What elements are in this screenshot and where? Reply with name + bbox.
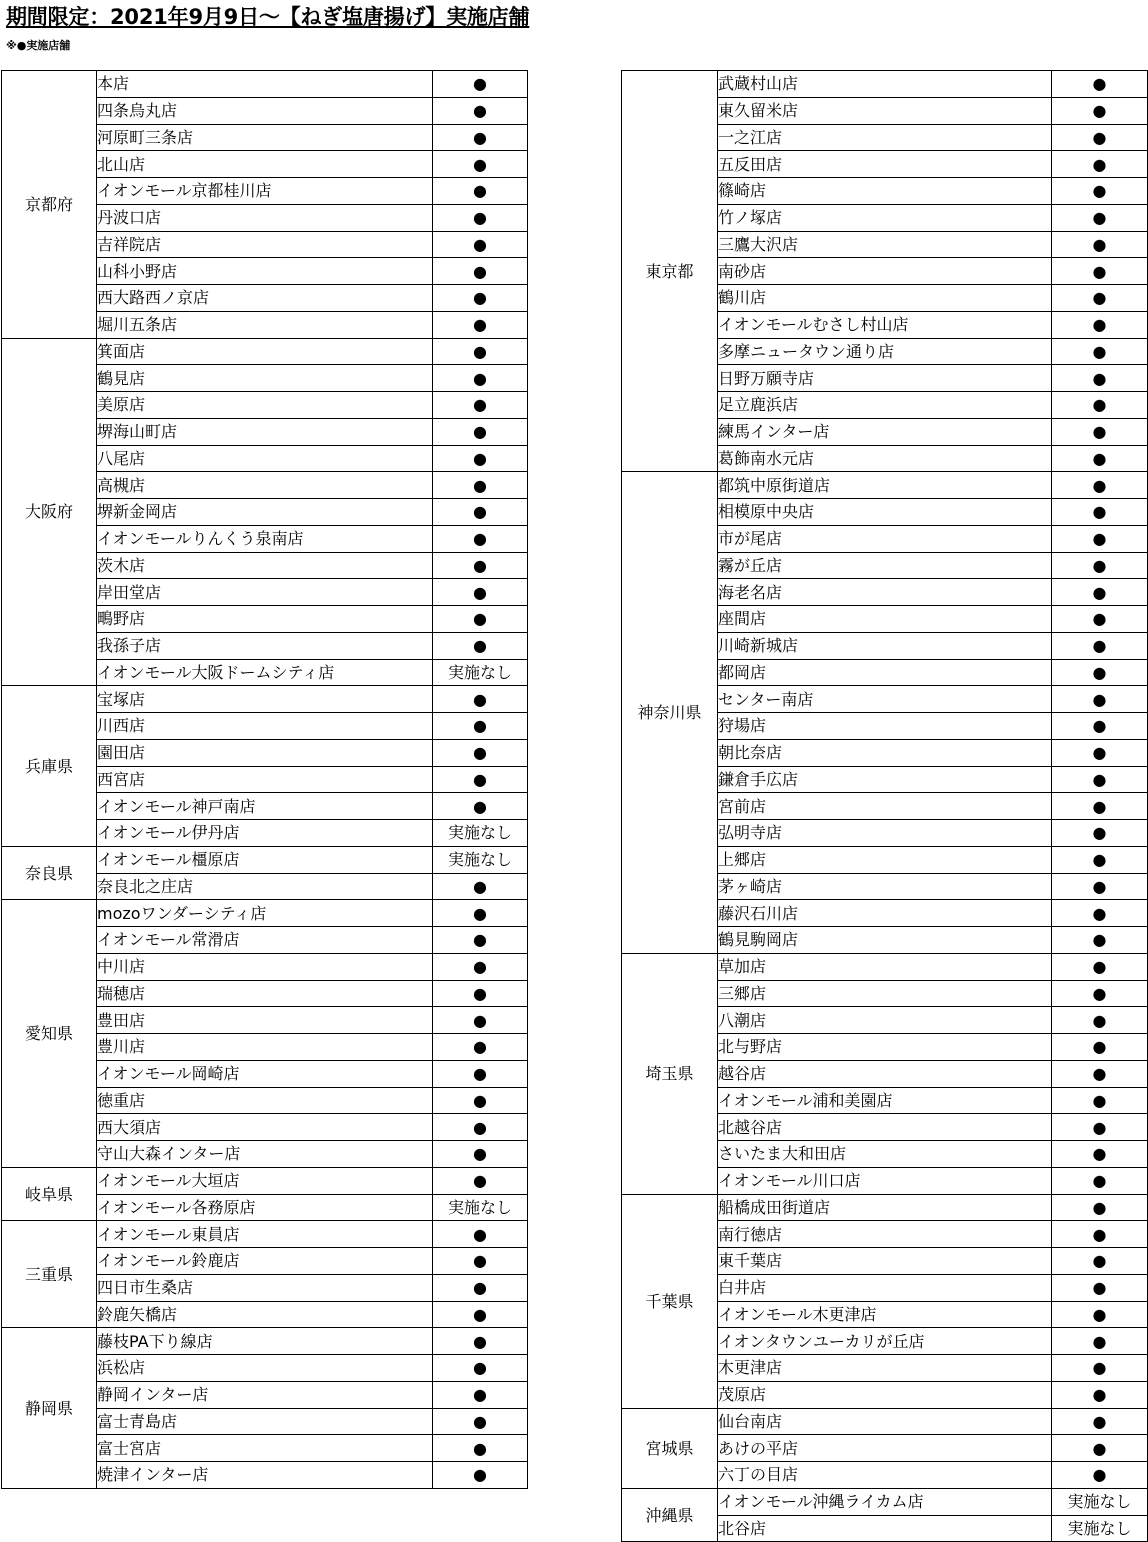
store-name-cell: 我孫子店 bbox=[97, 632, 433, 659]
status-cell: ● bbox=[1052, 1007, 1148, 1034]
store-name-cell: 練馬インター店 bbox=[718, 418, 1052, 445]
status-cell: ● bbox=[1052, 953, 1148, 980]
status-cell: ● bbox=[433, 231, 528, 258]
store-name-cell: 草加店 bbox=[718, 953, 1052, 980]
status-cell: ● bbox=[1052, 686, 1148, 713]
status-cell: ● bbox=[1052, 71, 1148, 98]
store-name-cell: 鶴川店 bbox=[718, 285, 1052, 312]
status-cell: ● bbox=[1052, 980, 1148, 1007]
store-name-cell: イオンモール浦和美園店 bbox=[718, 1087, 1052, 1114]
store-name-cell: 富士宮店 bbox=[97, 1435, 433, 1462]
status-cell: ● bbox=[433, 204, 528, 231]
store-name-cell: イオンモール大阪ドームシティ店 bbox=[97, 659, 433, 686]
status-cell: 実施なし bbox=[433, 659, 528, 686]
store-name-cell: 宝塚店 bbox=[97, 686, 433, 713]
status-cell: ● bbox=[1052, 1194, 1148, 1221]
status-cell: ● bbox=[433, 418, 528, 445]
status-cell: ● bbox=[433, 1114, 528, 1141]
store-name-cell: 守山大森インター店 bbox=[97, 1141, 433, 1168]
status-cell: ● bbox=[433, 1221, 528, 1248]
store-name-cell: 船橋成田街道店 bbox=[718, 1194, 1052, 1221]
status-cell: ● bbox=[1052, 418, 1148, 445]
status-cell: ● bbox=[433, 445, 528, 472]
status-cell: ● bbox=[1052, 1141, 1148, 1168]
status-cell: ● bbox=[1052, 1034, 1148, 1061]
prefecture-cell: 静岡県 bbox=[2, 1328, 97, 1489]
store-name-cell: 豊川店 bbox=[97, 1034, 433, 1061]
status-cell: ● bbox=[1052, 927, 1148, 954]
status-cell: ● bbox=[1052, 499, 1148, 526]
status-cell: ● bbox=[433, 97, 528, 124]
store-name-cell: イオンモール東員店 bbox=[97, 1221, 433, 1248]
status-cell: ● bbox=[1052, 1248, 1148, 1275]
store-name-cell: 三郷店 bbox=[718, 980, 1052, 1007]
store-name-cell: 仙台南店 bbox=[718, 1408, 1052, 1435]
store-name-cell: 武蔵村山店 bbox=[718, 71, 1052, 98]
store-row bbox=[622, 472, 1148, 499]
store-name-cell: 座間店 bbox=[718, 606, 1052, 633]
store-name-cell: 北与野店 bbox=[718, 1034, 1052, 1061]
store-name-cell: 河原町三条店 bbox=[97, 124, 433, 151]
store-row bbox=[2, 846, 528, 873]
store-name-cell: 浜松店 bbox=[97, 1355, 433, 1382]
store-name-cell: 葛飾南水元店 bbox=[718, 445, 1052, 472]
store-name-cell: イオンモールむさし村山店 bbox=[718, 311, 1052, 338]
store-row bbox=[622, 1408, 1148, 1435]
status-cell: 実施なし bbox=[433, 1194, 528, 1221]
store-name-cell: 東千葉店 bbox=[718, 1248, 1052, 1275]
status-cell: ● bbox=[433, 71, 528, 98]
status-cell: ● bbox=[1052, 124, 1148, 151]
status-cell: ● bbox=[433, 1355, 528, 1382]
store-name-cell: 東久留米店 bbox=[718, 97, 1052, 124]
status-cell: ● bbox=[1052, 472, 1148, 499]
status-cell: ● bbox=[1052, 1355, 1148, 1382]
store-name-cell: 五反田店 bbox=[718, 151, 1052, 178]
store-name-cell: 北谷店 bbox=[718, 1515, 1052, 1542]
store-name-cell: さいたま大和田店 bbox=[718, 1141, 1052, 1168]
store-name-cell: イオンモール川口店 bbox=[718, 1167, 1052, 1194]
status-cell: ● bbox=[433, 1301, 528, 1328]
status-cell: 実施なし bbox=[1052, 1515, 1148, 1542]
status-cell: ● bbox=[1052, 846, 1148, 873]
store-name-cell: 静岡インター店 bbox=[97, 1381, 433, 1408]
prefecture-cell: 京都府 bbox=[2, 71, 97, 339]
status-cell: ● bbox=[433, 606, 528, 633]
status-cell: ● bbox=[1052, 606, 1148, 633]
store-name-cell: 岸田堂店 bbox=[97, 579, 433, 606]
status-cell: ● bbox=[433, 365, 528, 392]
status-cell: ● bbox=[433, 151, 528, 178]
store-name-cell: 多摩ニュータウン通り店 bbox=[718, 338, 1052, 365]
status-cell: ● bbox=[1052, 445, 1148, 472]
status-cell: ● bbox=[433, 793, 528, 820]
status-cell: ● bbox=[1052, 1167, 1148, 1194]
status-cell: ● bbox=[433, 311, 528, 338]
status-cell: ● bbox=[433, 472, 528, 499]
store-name-cell: 霧が丘店 bbox=[718, 552, 1052, 579]
store-row bbox=[2, 900, 528, 927]
status-cell: ● bbox=[433, 579, 528, 606]
store-row bbox=[622, 71, 1148, 98]
store-name-cell: イオンモール鈴鹿店 bbox=[97, 1248, 433, 1275]
store-name-cell: あけの平店 bbox=[718, 1435, 1052, 1462]
status-cell: ● bbox=[1052, 365, 1148, 392]
status-cell: ● bbox=[1052, 204, 1148, 231]
store-name-cell: 八潮店 bbox=[718, 1007, 1052, 1034]
prefecture-cell: 愛知県 bbox=[2, 900, 97, 1168]
prefecture-cell: 千葉県 bbox=[622, 1194, 718, 1408]
status-cell: ● bbox=[433, 178, 528, 205]
status-cell: ● bbox=[433, 1435, 528, 1462]
status-cell: ● bbox=[1052, 178, 1148, 205]
status-cell: ● bbox=[1052, 1408, 1148, 1435]
store-name-cell: 市が尾店 bbox=[718, 525, 1052, 552]
store-name-cell: 藤沢石川店 bbox=[718, 900, 1052, 927]
store-name-cell: 堺海山町店 bbox=[97, 418, 433, 445]
store-name-cell: 山科小野店 bbox=[97, 258, 433, 285]
store-name-cell: 西宮店 bbox=[97, 766, 433, 793]
store-name-cell: イオンモール京都桂川店 bbox=[97, 178, 433, 205]
status-cell: ● bbox=[1052, 1274, 1148, 1301]
store-name-cell: 堀川五条店 bbox=[97, 311, 433, 338]
store-name-cell: 三鷹大沢店 bbox=[718, 231, 1052, 258]
store-name-cell: 宮前店 bbox=[718, 793, 1052, 820]
status-cell: ● bbox=[1052, 713, 1148, 740]
store-name-cell: 白井店 bbox=[718, 1274, 1052, 1301]
store-name-cell: 高槻店 bbox=[97, 472, 433, 499]
status-cell: ● bbox=[1052, 311, 1148, 338]
store-name-cell: 都岡店 bbox=[718, 659, 1052, 686]
store-name-cell: 吉祥院店 bbox=[97, 231, 433, 258]
status-cell: ● bbox=[433, 927, 528, 954]
status-cell: ● bbox=[433, 1087, 528, 1114]
store-name-cell: 丹波口店 bbox=[97, 204, 433, 231]
store-name-cell: 海老名店 bbox=[718, 579, 1052, 606]
store-row bbox=[622, 1488, 1148, 1515]
store-name-cell: 上郷店 bbox=[718, 846, 1052, 873]
store-name-cell: イオンモールりんくう泉南店 bbox=[97, 525, 433, 552]
store-name-cell: 瑞穂店 bbox=[97, 980, 433, 1007]
store-name-cell: 美原店 bbox=[97, 392, 433, 419]
status-cell: ● bbox=[1052, 258, 1148, 285]
status-cell: ● bbox=[433, 552, 528, 579]
store-row bbox=[2, 1221, 528, 1248]
status-cell: ● bbox=[1052, 659, 1148, 686]
store-name-cell: 四条烏丸店 bbox=[97, 97, 433, 124]
store-name-cell: 北越谷店 bbox=[718, 1114, 1052, 1141]
store-name-cell: イオンモール伊丹店 bbox=[97, 820, 433, 847]
prefecture-cell: 東京都 bbox=[622, 71, 718, 472]
store-name-cell: 木更津店 bbox=[718, 1355, 1052, 1382]
store-name-cell: 茨木店 bbox=[97, 552, 433, 579]
store-name-cell: イオンモール岡崎店 bbox=[97, 1060, 433, 1087]
store-name-cell: 川西店 bbox=[97, 713, 433, 740]
store-name-cell: 北山店 bbox=[97, 151, 433, 178]
store-name-cell: 足立鹿浜店 bbox=[718, 392, 1052, 419]
status-cell: ● bbox=[433, 1007, 528, 1034]
status-cell: ● bbox=[1052, 1462, 1148, 1489]
store-name-cell: 弘明寺店 bbox=[718, 820, 1052, 847]
store-name-cell: イオンモール各務原店 bbox=[97, 1194, 433, 1221]
store-name-cell: 徳重店 bbox=[97, 1087, 433, 1114]
store-name-cell: イオンモール常滑店 bbox=[97, 927, 433, 954]
status-cell: ● bbox=[433, 1381, 528, 1408]
status-cell: ● bbox=[1052, 1328, 1148, 1355]
store-name-cell: 日野万願寺店 bbox=[718, 365, 1052, 392]
status-cell: ● bbox=[433, 739, 528, 766]
store-name-cell: 相模原中央店 bbox=[718, 499, 1052, 526]
store-name-cell: 鴫野店 bbox=[97, 606, 433, 633]
status-cell: ● bbox=[1052, 97, 1148, 124]
status-cell: ● bbox=[433, 873, 528, 900]
status-cell: ● bbox=[1052, 231, 1148, 258]
store-name-cell: 藤枝PA下り線店 bbox=[97, 1328, 433, 1355]
store-name-cell: 越谷店 bbox=[718, 1060, 1052, 1087]
store-name-cell: 焼津インター店 bbox=[97, 1462, 433, 1489]
prefecture-cell: 岐阜県 bbox=[2, 1167, 97, 1221]
status-cell: ● bbox=[433, 766, 528, 793]
prefecture-cell: 沖縄県 bbox=[622, 1488, 718, 1542]
status-cell: ● bbox=[1052, 739, 1148, 766]
status-cell: ● bbox=[1052, 1435, 1148, 1462]
status-cell: ● bbox=[433, 1167, 528, 1194]
status-cell: ● bbox=[433, 1034, 528, 1061]
store-name-cell: 豊田店 bbox=[97, 1007, 433, 1034]
store-name-cell: イオンタウンユーカリが丘店 bbox=[718, 1328, 1052, 1355]
prefecture-cell: 三重県 bbox=[2, 1221, 97, 1328]
status-cell: ● bbox=[433, 1408, 528, 1435]
store-name-cell: 西大須店 bbox=[97, 1114, 433, 1141]
status-cell: ● bbox=[433, 1462, 528, 1489]
store-name-cell: 鶴見駒岡店 bbox=[718, 927, 1052, 954]
store-name-cell: イオンモール沖縄ライカム店 bbox=[718, 1488, 1052, 1515]
store-name-cell: 川崎新城店 bbox=[718, 632, 1052, 659]
status-cell: ● bbox=[1052, 285, 1148, 312]
status-cell: ● bbox=[1052, 1381, 1148, 1408]
store-name-cell: 西大路西ノ京店 bbox=[97, 285, 433, 312]
status-cell: ● bbox=[1052, 820, 1148, 847]
store-name-cell: 鎌倉手広店 bbox=[718, 766, 1052, 793]
prefecture-cell: 埼玉県 bbox=[622, 953, 718, 1194]
legend-note: ※●実施店舗 bbox=[6, 39, 71, 52]
status-cell: ● bbox=[433, 1060, 528, 1087]
status-cell: ● bbox=[433, 1141, 528, 1168]
store-name-cell: 竹ノ塚店 bbox=[718, 204, 1052, 231]
store-name-cell: 奈良北之庄店 bbox=[97, 873, 433, 900]
status-cell: ● bbox=[433, 124, 528, 151]
store-table-right bbox=[621, 70, 1148, 1542]
status-cell: ● bbox=[1052, 525, 1148, 552]
store-name-cell: 八尾店 bbox=[97, 445, 433, 472]
status-cell: ● bbox=[433, 713, 528, 740]
status-cell: ● bbox=[1052, 1060, 1148, 1087]
status-cell: ● bbox=[1052, 873, 1148, 900]
store-name-cell: 一之江店 bbox=[718, 124, 1052, 151]
status-cell: 実施なし bbox=[433, 846, 528, 873]
store-name-cell: 六丁の目店 bbox=[718, 1462, 1052, 1489]
page-title: 期間限定：2021年9月9日～【ねぎ塩唐揚げ】実施店舗 bbox=[6, 5, 530, 29]
status-cell: 実施なし bbox=[433, 820, 528, 847]
status-cell: ● bbox=[433, 632, 528, 659]
status-cell: ● bbox=[1052, 793, 1148, 820]
store-name-cell: 四日市生桑店 bbox=[97, 1274, 433, 1301]
status-cell: ● bbox=[1052, 1087, 1148, 1114]
store-row bbox=[622, 1194, 1148, 1221]
status-cell: ● bbox=[1052, 392, 1148, 419]
store-name-cell: 本店 bbox=[97, 71, 433, 98]
store-row bbox=[2, 71, 528, 98]
store-name-cell: 茅ヶ崎店 bbox=[718, 873, 1052, 900]
store-name-cell: 富士青島店 bbox=[97, 1408, 433, 1435]
store-name-cell: 茂原店 bbox=[718, 1381, 1052, 1408]
store-row bbox=[2, 1167, 528, 1194]
store-name-cell: イオンモール木更津店 bbox=[718, 1301, 1052, 1328]
prefecture-cell: 奈良県 bbox=[2, 846, 97, 900]
store-name-cell: 鈴鹿矢橋店 bbox=[97, 1301, 433, 1328]
status-cell: ● bbox=[1052, 1114, 1148, 1141]
status-cell: ● bbox=[433, 525, 528, 552]
store-name-cell: mozoワンダーシティ店 bbox=[97, 900, 433, 927]
status-cell: ● bbox=[433, 980, 528, 1007]
store-name-cell: イオンモール大垣店 bbox=[97, 1167, 433, 1194]
store-table-left bbox=[1, 70, 528, 1489]
status-cell: ● bbox=[433, 953, 528, 980]
store-row bbox=[2, 686, 528, 713]
store-name-cell: 箕面店 bbox=[97, 338, 433, 365]
status-cell: ● bbox=[433, 900, 528, 927]
status-cell: ● bbox=[433, 499, 528, 526]
store-name-cell: 都筑中原街道店 bbox=[718, 472, 1052, 499]
status-cell: ● bbox=[433, 285, 528, 312]
status-cell: ● bbox=[1052, 900, 1148, 927]
status-cell: ● bbox=[1052, 632, 1148, 659]
store-name-cell: イオンモール神戸南店 bbox=[97, 793, 433, 820]
store-name-cell: イオンモール橿原店 bbox=[97, 846, 433, 873]
status-cell: ● bbox=[1052, 1221, 1148, 1248]
store-row bbox=[622, 953, 1148, 980]
store-name-cell: 園田店 bbox=[97, 739, 433, 766]
status-cell: ● bbox=[1052, 1301, 1148, 1328]
prefecture-cell: 兵庫県 bbox=[2, 686, 97, 847]
store-name-cell: 中川店 bbox=[97, 953, 433, 980]
status-cell: ● bbox=[433, 1248, 528, 1275]
status-cell: ● bbox=[1052, 552, 1148, 579]
status-cell: ● bbox=[433, 258, 528, 285]
status-cell: ● bbox=[1052, 151, 1148, 178]
status-cell: ● bbox=[1052, 766, 1148, 793]
status-cell: ● bbox=[433, 392, 528, 419]
prefecture-cell: 大阪府 bbox=[2, 338, 97, 686]
store-name-cell: 南砂店 bbox=[718, 258, 1052, 285]
store-name-cell: 篠崎店 bbox=[718, 178, 1052, 205]
status-cell: ● bbox=[1052, 338, 1148, 365]
store-name-cell: センター南店 bbox=[718, 686, 1052, 713]
status-cell: ● bbox=[433, 1274, 528, 1301]
status-cell: ● bbox=[1052, 579, 1148, 606]
store-name-cell: 朝比奈店 bbox=[718, 739, 1052, 766]
status-cell: ● bbox=[433, 1328, 528, 1355]
store-row bbox=[2, 1328, 528, 1355]
store-name-cell: 堺新金岡店 bbox=[97, 499, 433, 526]
status-cell: 実施なし bbox=[1052, 1488, 1148, 1515]
status-cell: ● bbox=[433, 686, 528, 713]
store-name-cell: 南行徳店 bbox=[718, 1221, 1052, 1248]
store-name-cell: 鶴見店 bbox=[97, 365, 433, 392]
store-name-cell: 狩場店 bbox=[718, 713, 1052, 740]
status-cell: ● bbox=[433, 338, 528, 365]
prefecture-cell: 神奈川県 bbox=[622, 472, 718, 954]
store-row bbox=[2, 338, 528, 365]
prefecture-cell: 宮城県 bbox=[622, 1408, 718, 1488]
